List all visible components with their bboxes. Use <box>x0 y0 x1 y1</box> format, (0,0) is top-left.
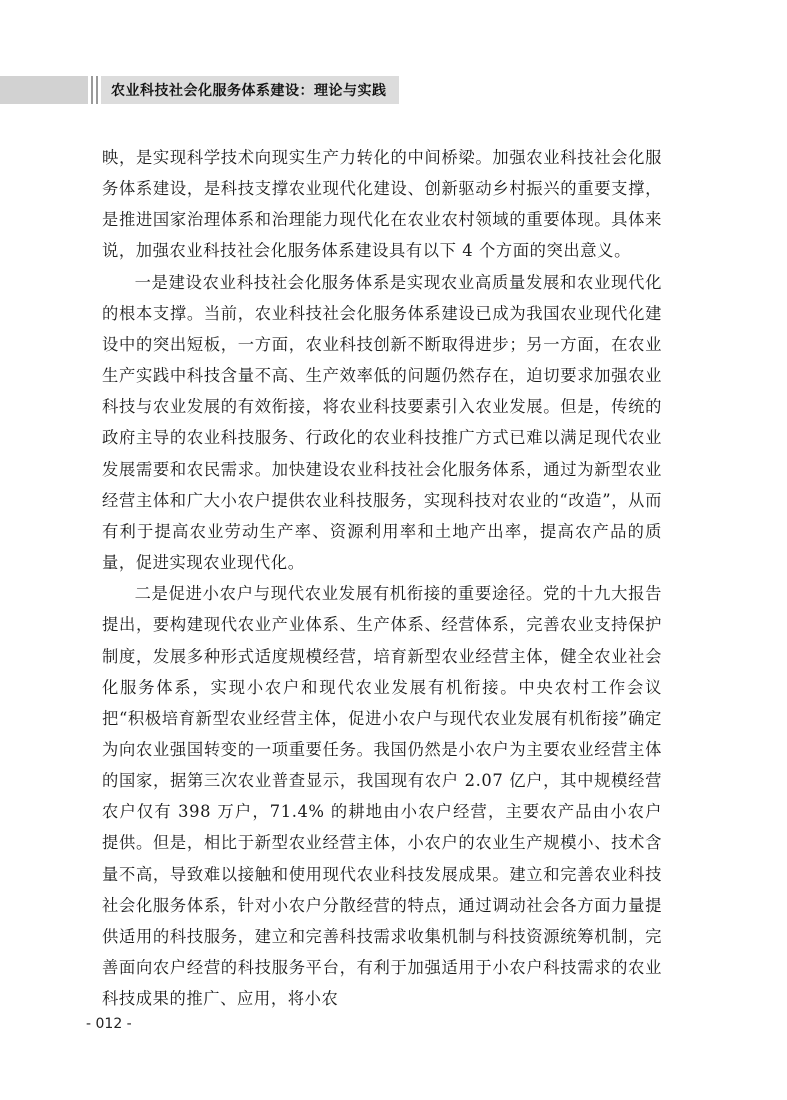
paragraph-point-two: 二是促进小农户与现代农业发展有机衔接的重要途径。党的十九大报告提出，要构建现代农业产业体系、生产体系、经营体系，完善农业支持保护制度，发展多种形式适度规模经营，培育新型农业经营主体，健全农业社会化服务体系，实现小农户和现代农业发展有机衔接。中央农村工作会议把“积极培育新型农业经营主体，促进小农户与现代农业发展有机衔接”确定为向农业强国转变的一项重要任务。我国仍然是小农户为主要农业经营主体的国家，据第三次农业普查显示，我国现有农户 2.07 亿户，其中规模经营农户仅有 398 万户，71.4% 的耕地由小农户经营，主要农产品由小农户提供。但是，相比于新型农业经营主体，小农户的农业生产规模小、技术含量不高，导致难以接触和使用现代农业科技发展成果。建立和完善农业科技社会化服务体系，针对小农户分散经营的特点，通过调动社会各方面力量提供适用的科技服务，建立和完善科技需求收集机制与科技资源统筹机制，完善面向农户经营的科技服务平台，有利于加强适用于小农户科技需求的农业科技成果的推广、应用，将小农 <box>102 584 662 1009</box>
paragraph-point-one: 一是建设农业科技社会化服务体系是实现农业高质量发展和农业现代化的根本支撑。当前，农业科技社会化服务体系建设已成为我国农业现代化建设中的突出短板，一方面，农业科技创新不断取得进步；另一方面，在农业生产实践中科技含量不高、生产效率低的问题仍然存在，迫切要求加强农业科技与农业发展的有效衔接，将农业科技要素引入农业发展。但是，传统的政府主导的农业科技服务、行政化的农业科技推广方式已难以满足现代农业发展需要和农民需求。加快建设农业科技社会化服务体系，通过为新型农业经营主体和广大小农户提供农业科技服务，实现科技对农业的“改造”，从而有利于提高农业劳动生产率、资源利用率和土地产出率，提高农产品的质量，促进实现农业现代化。 <box>102 272 662 573</box>
running-header-title: 农业科技社会化服务体系建设：理论与实践 <box>101 76 399 104</box>
header-divider-line <box>96 76 98 104</box>
header-divider-line <box>91 76 93 104</box>
paragraph-continuation: 映，是实现科学技术向现实生产力转化的中间桥梁。加强农业科技社会化服务体系建设，是科技支撑农业现代化建设、创新驱动乡村振兴的重要支撑，是推进国家治理体系和治理能力现代化在农业农村领域的重要体现。具体来说，加强农业科技社会化服务体系建设具有以下 4 个方面的突出意义。 <box>102 148 662 261</box>
page-number: - 012 - <box>86 1016 132 1032</box>
header-band <box>0 76 88 104</box>
body-text <box>102 142 662 1014</box>
